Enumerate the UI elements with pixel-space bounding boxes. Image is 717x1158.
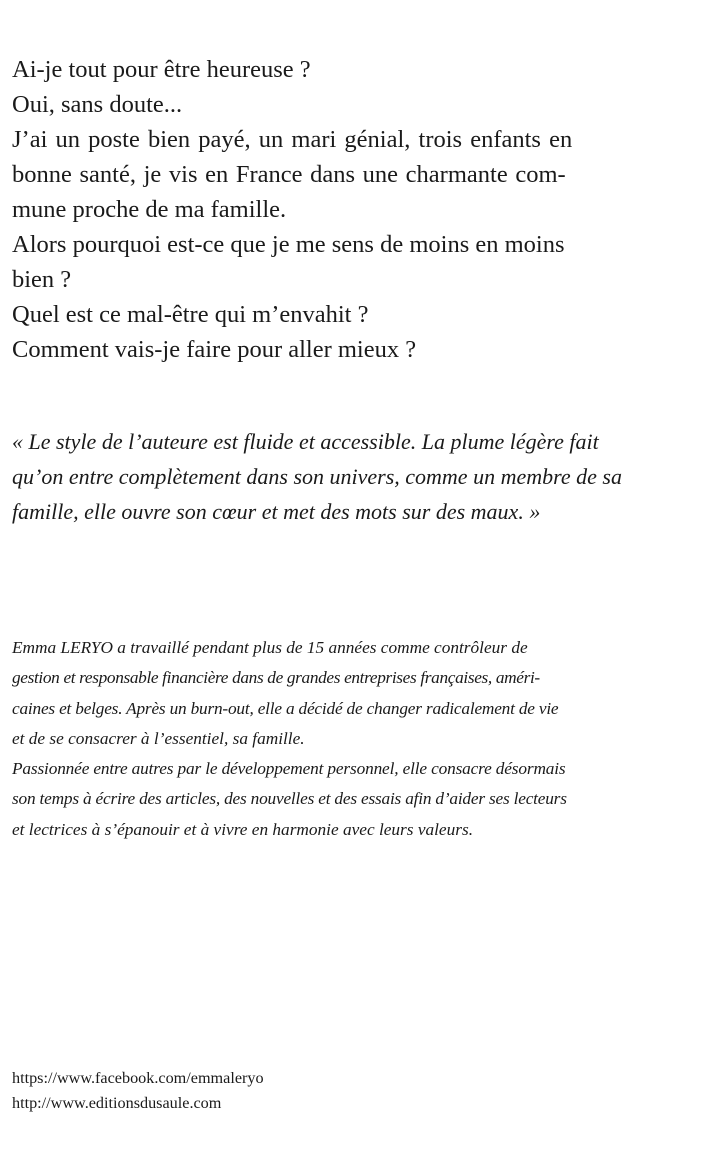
author-links [12, 1066, 654, 1116]
blurb-line: bonne santé, je vis en France dans une charmante com- [12, 161, 566, 188]
blurb-line: bien ? [12, 266, 72, 293]
blurb-line: J’ai un poste bien payé, un mari génial, trois enfants en [12, 126, 573, 153]
quote-line: qu’on entre complètement dans son univers, comme un membre de sa [12, 464, 622, 489]
blurb-line: Ai-je tout pour être heureuse ? [12, 56, 311, 83]
back-cover-blurb [12, 52, 654, 367]
author-biography [12, 633, 654, 845]
blurb-line: Alors pourquoi est-ce que je me sens de moins en moins [12, 231, 565, 258]
blurb-line: Quel est ce mal-être qui m’envahit ? [12, 301, 369, 328]
bio-line: caines et belges. Après un burn-out, elle a décidé de changer radicalement de vie [12, 698, 559, 718]
review-quote [12, 424, 654, 529]
blurb-line: Comment vais-je faire pour aller mieux ? [12, 336, 417, 363]
quote-line: famille, elle ouvre son cœur et met des mots sur des maux. » [12, 499, 541, 524]
bio-line: gestion et responsable financière dans de grandes entreprises françaises, améri- [12, 668, 540, 688]
bio-line: et de se consacrer à l’essentiel, sa famille. [12, 728, 305, 748]
website-link[interactable]: http://www.editionsdusaule.com [12, 1094, 222, 1112]
facebook-link[interactable]: https://www.facebook.com/emmaleryo [12, 1069, 264, 1087]
bio-line: Emma LERYO a travaillé pendant plus de 15 années comme contrôleur de [12, 638, 528, 657]
bio-line: et lectrices à s’épanouir et à vivre en harmonie avec leurs valeurs. [12, 819, 474, 839]
blurb-line: Oui, sans doute... [12, 91, 183, 118]
quote-line: « Le style de l’auteure est fluide et accessible. La plume légère fait [12, 429, 599, 454]
bio-line: Passionnée entre autres par le développement personnel, elle consacre désormais [12, 759, 566, 779]
bio-line: son temps à écrire des articles, des nouvelles et des essais afin d’aider ses lecteurs [12, 789, 567, 809]
blurb-line: mune proche de ma famille. [12, 196, 287, 223]
